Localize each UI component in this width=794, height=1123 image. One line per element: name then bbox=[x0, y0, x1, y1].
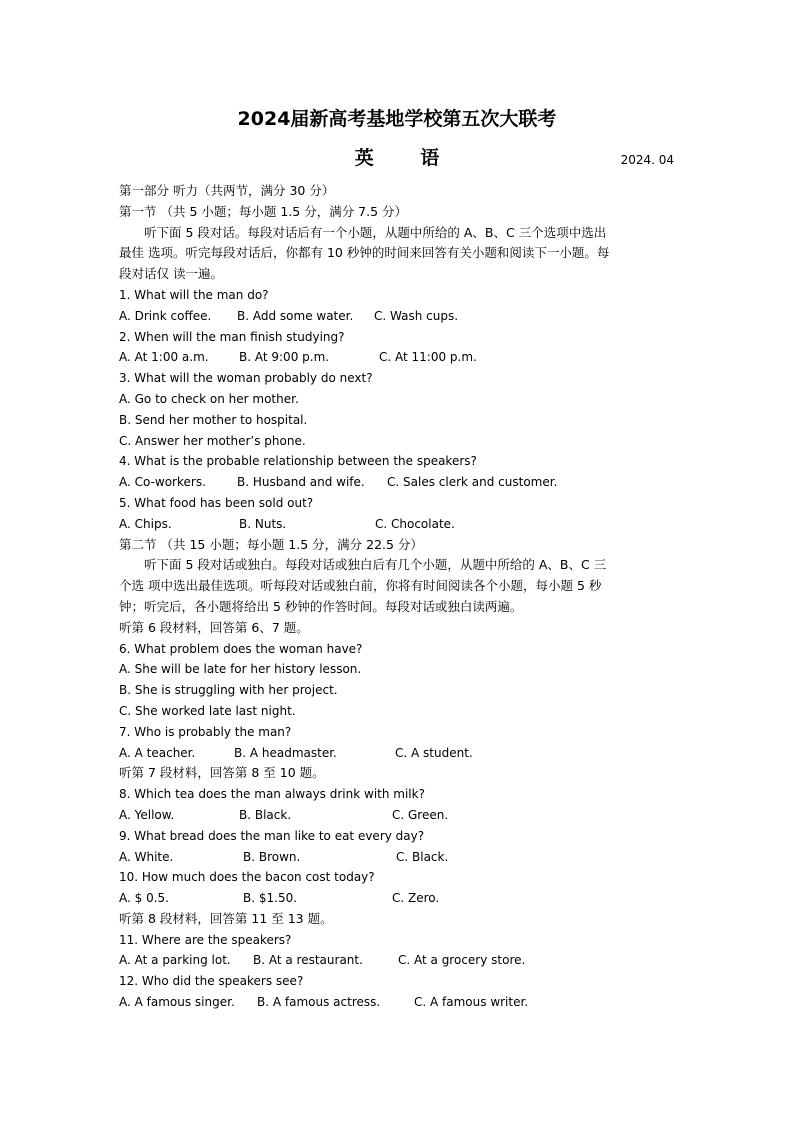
option-a: A. A famous singer. bbox=[119, 995, 235, 1010]
option-a: A. Drink coffee. bbox=[119, 308, 212, 323]
section2-heading: 第二节 （共 15 小题；每小题 1.5 分，满分 22.5 分） bbox=[119, 536, 423, 552]
question-1: 1. What will the man do? bbox=[119, 287, 269, 302]
option-b: B. Black. bbox=[239, 807, 292, 822]
option-a: A. She will be late for her history lesson. bbox=[119, 662, 362, 677]
question-8: 8. Which tea does the man always drink with milk? bbox=[119, 787, 425, 802]
options-9 bbox=[119, 847, 675, 868]
question-6: 6. What problem does the woman have? bbox=[119, 641, 363, 656]
options-8 bbox=[119, 805, 675, 826]
option-c: C. At a grocery store. bbox=[398, 953, 526, 968]
option-c: C. A student. bbox=[395, 745, 473, 760]
option-b: B. Send her mother to hospital. bbox=[119, 412, 308, 427]
option-a: A. At 1:00 a.m. bbox=[119, 350, 209, 365]
option-b: B. A famous actress. bbox=[257, 995, 381, 1010]
question-9: 9. What bread does the man like to eat every day? bbox=[119, 828, 425, 843]
instruction-line: 听下面 5 段对话或独白。每段对话或独白后有几个小题，从题中所给的 A、B、C 三 bbox=[144, 557, 607, 573]
instruction-line: 段对话仅 读一遍。 bbox=[119, 266, 223, 282]
option-c: C. At 11:00 p.m. bbox=[379, 350, 477, 365]
option-c: C. Sales clerk and customer. bbox=[387, 475, 558, 490]
option-a: A. White. bbox=[119, 849, 174, 864]
option-b: B. A headmaster. bbox=[234, 745, 337, 760]
instruction-line: 最佳 选项。听完每段对话后，你都有 10 秒钟的时间来回答有关小题和阅读下一小题。每 bbox=[119, 245, 610, 261]
option-c: C. Black. bbox=[396, 849, 449, 864]
option-a: A. Chips. bbox=[119, 516, 172, 531]
option-b: B. Husband and wife. bbox=[237, 475, 365, 490]
question-10: 10. How much does the bacon cost today? bbox=[119, 870, 375, 885]
options-1 bbox=[119, 306, 675, 327]
exam-content bbox=[119, 181, 675, 1013]
options-2 bbox=[119, 347, 675, 368]
question-12: 12. Who did the speakers see? bbox=[119, 974, 304, 989]
question-2: 2. When will the man finish studying? bbox=[119, 329, 345, 344]
option-b: B. At 9:00 p.m. bbox=[239, 350, 330, 365]
question-4: 4. What is the probable relationship between the speakers? bbox=[119, 454, 477, 469]
section1-instructions bbox=[119, 223, 675, 285]
option-b: B. Nuts. bbox=[239, 516, 287, 531]
option-c: C. A famous writer. bbox=[414, 995, 529, 1010]
option-c: C. She worked late last night. bbox=[119, 703, 296, 718]
part1-heading: 第一部分 听力（共两节，满分 30 分） bbox=[119, 183, 335, 198]
instruction-line: 个选 项中选出最佳选项。听每段对话或独白前，你将有时间阅读各个小题，每小题 5 秒 bbox=[119, 578, 602, 594]
option-a: A. Co-workers. bbox=[119, 475, 206, 490]
subject-title: 英 语 bbox=[354, 147, 460, 169]
option-c: C. Answer her mother’s phone. bbox=[119, 433, 306, 448]
options-11 bbox=[119, 950, 675, 971]
option-a: A. At a parking lot. bbox=[119, 953, 231, 968]
section1-heading: 第一节 （共 5 小题；每小题 1.5 分，满分 7.5 分） bbox=[119, 203, 408, 219]
question-3: 3. What will the woman probably do next? bbox=[119, 371, 373, 386]
option-c: C. Zero. bbox=[392, 891, 440, 906]
option-b: B. At a restaurant. bbox=[253, 953, 363, 968]
option-c: C. Wash cups. bbox=[374, 308, 459, 323]
instruction-line: 听下面 5 段对话。每段对话后有一个小题，从题中所给的 A、B、C 三个选项中选出 bbox=[144, 224, 607, 240]
option-b: B. Brown. bbox=[243, 849, 301, 864]
options-7 bbox=[119, 743, 675, 764]
material-6-heading: 听第 6 段材料，回答第 6、7 题。 bbox=[119, 619, 309, 635]
option-c: C. Green. bbox=[392, 807, 449, 822]
options-5 bbox=[119, 514, 675, 535]
options-4 bbox=[119, 472, 675, 493]
option-a: A. $ 0.5. bbox=[119, 891, 169, 906]
option-a: A. Yellow. bbox=[119, 807, 175, 822]
options-12 bbox=[119, 992, 675, 1013]
option-a: A. A teacher. bbox=[119, 745, 196, 760]
question-7: 7. Who is probably the man? bbox=[119, 724, 292, 739]
option-b: B. Add some water. bbox=[237, 308, 354, 323]
option-b: B. She is struggling with her project. bbox=[119, 683, 338, 698]
option-c: C. Chocolate. bbox=[375, 516, 455, 531]
option-a: A. Go to check on her mother. bbox=[119, 391, 299, 406]
material-8-heading: 听第 8 段材料，回答第 11 至 13 题。 bbox=[119, 910, 333, 926]
section2-instructions bbox=[119, 555, 675, 617]
options-10 bbox=[119, 888, 675, 909]
material-7-heading: 听第 7 段材料，回答第 8 至 10 题。 bbox=[119, 765, 325, 781]
question-5: 5. What food has been sold out? bbox=[119, 495, 314, 510]
instruction-line: 钟；听完后，各小题将给出 5 秒钟的作答时间。每段对话或独白读两遍。 bbox=[119, 598, 523, 614]
option-b: B. $1.50. bbox=[243, 891, 298, 906]
exam-title: 2024届新高考基地学校第五次大联考 bbox=[237, 108, 557, 130]
exam-date: 2024. 04 bbox=[620, 153, 674, 167]
question-11: 11. Where are the speakers? bbox=[119, 932, 292, 947]
